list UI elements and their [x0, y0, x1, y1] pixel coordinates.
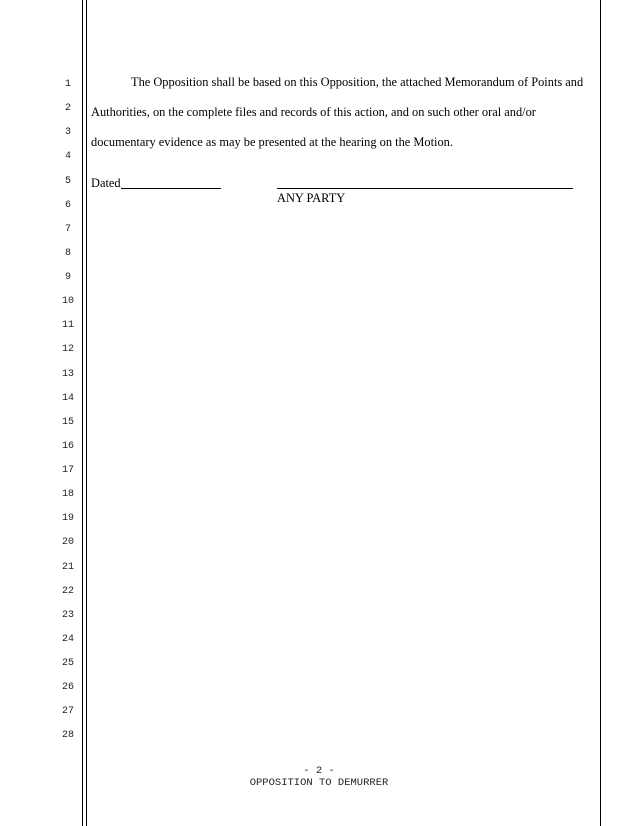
- line-number: 9: [64, 272, 71, 283]
- line-number: 3: [64, 127, 71, 138]
- date-blank-line: [121, 188, 221, 189]
- line-number: 20: [61, 537, 74, 548]
- line-number: 13: [61, 369, 74, 380]
- line-number: 10: [61, 296, 74, 307]
- line-number: 23: [61, 610, 74, 621]
- left-margin-rule-outer: [82, 0, 83, 826]
- line-number: 26: [61, 682, 74, 693]
- line-number: 1: [64, 79, 71, 90]
- line-number: 14: [61, 393, 74, 404]
- dated-label: Dated: [91, 176, 121, 190]
- signature-line: [277, 188, 573, 189]
- line-number: 7: [64, 224, 71, 235]
- line-number: 6: [64, 200, 71, 211]
- left-margin-rule-inner: [86, 0, 87, 826]
- line-number: 16: [61, 441, 74, 452]
- line-number: 27: [61, 706, 74, 717]
- line-number: 11: [61, 320, 74, 331]
- body-paragraph-line-1: The Opposition shall be based on this Opposition, the attached Memorandum of Points and: [131, 75, 584, 89]
- line-number: 21: [61, 562, 74, 573]
- line-number: 25: [61, 658, 74, 669]
- line-number: 17: [61, 465, 74, 476]
- line-number: 18: [61, 489, 74, 500]
- line-number: 4: [64, 151, 71, 162]
- line-number: 12: [61, 344, 74, 355]
- document-title-footer: OPPOSITION TO DEMURRER: [249, 777, 389, 789]
- line-number: 2: [64, 103, 71, 114]
- body-paragraph-line-3: documentary evidence as may be presented at the hearing on the Motion.: [91, 135, 453, 149]
- party-label: ANY PARTY: [277, 191, 346, 205]
- line-number: 8: [64, 248, 71, 259]
- line-number: 15: [61, 417, 74, 428]
- line-number: 5: [64, 176, 71, 187]
- line-number: 22: [61, 586, 74, 597]
- line-number: 19: [61, 513, 74, 524]
- line-number: 28: [61, 730, 74, 741]
- page-number: - 2 -: [303, 765, 335, 777]
- body-paragraph-line-2: Authorities, on the complete files and records of this action, and on such other oral and/or: [91, 105, 536, 119]
- line-number: 24: [61, 634, 74, 645]
- right-margin-rule: [600, 0, 601, 826]
- pleading-line-numbers: [0, 0, 80, 826]
